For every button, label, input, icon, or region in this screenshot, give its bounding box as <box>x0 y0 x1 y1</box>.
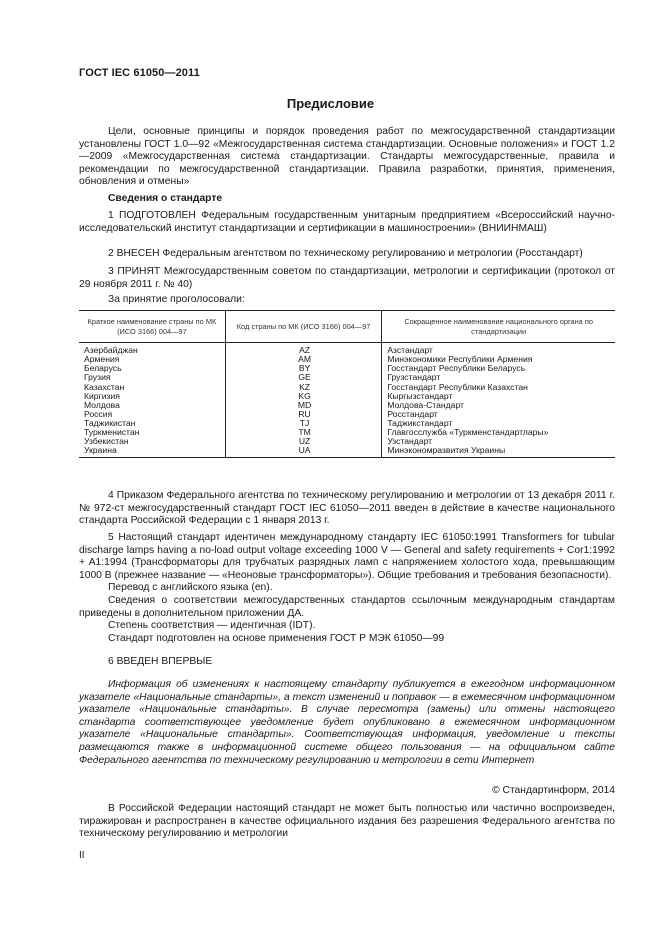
item-4: 4 Приказом Федерального агентства по техническому регулированию и метрологии от 13 декабря 2011 г. № 972-ст межгосударственный стандарт ГОСТ IEC 61050—2011 введен в действие в качестве национального стандарта Российской Федерации с 1 января 2013 г. <box>79 490 615 527</box>
voted-block <box>79 294 615 307</box>
item-5: 5 Настоящий стандарт идентичен международному стандарту IEC 61050:1991 Transformers for tubular discharge lamps having a no-load output voltage exceeding 1000 V — General and safety requirements + Cor1:1992 + A1:1994 (Трансформаторы для трубчатых разрядных ламп с напряжением холостого хода, превышающим 1000 В (прежнее название — «Неоновые трансформаторы»). Общие требования и требования безопасности). <box>79 532 615 581</box>
table-row <box>79 383 615 392</box>
body-cell: Молдова-Стандарт <box>382 401 615 410</box>
intro-paragraph <box>79 126 615 189</box>
intro-text: Цели, основные принципы и порядок проведения работ по межгосударственной стандартизации установлены ГОСТ 1.0—92 «Межгосударственная система стандартизации. Основные положения» и ГОСТ 1.2—2009 «Межгосударственная система стандартизации. Стандарты межгосударственные, правила и рекомендации по межгосударственной стандартизации. Правила разработки, принятия, применения, обновления и отмены» <box>79 126 615 188</box>
body-cell: Азстандарт <box>382 343 615 356</box>
body-cell: Таджикстандарт <box>382 419 615 428</box>
body-cell: Кыргызстандарт <box>382 392 615 401</box>
code-cell: TM <box>225 428 382 437</box>
body-cell: Грузстандарт <box>382 373 615 382</box>
body-cell: Минэкономразвития Украины <box>382 446 615 458</box>
copyright-line: © Стандартинформ, 2014 <box>492 785 615 796</box>
code-cell: RU <box>225 410 382 419</box>
column-header-country: Краткое наименование страны по МК (ИСО 3166) 004—97 <box>79 311 225 343</box>
item-1: 1 ПОДГОТОВЛЕН Федеральным государственным унитарным предприятием «Всероссийский научно-исследовательский институт стандартизации и сертификации в машиностроении» (ВНИИНМАШ) <box>79 210 615 234</box>
country-cell: Казахстан <box>84 381 125 392</box>
body-cell: Узстандарт <box>382 437 615 446</box>
subheading-block <box>79 193 615 206</box>
item-6: 6 ВВЕДЕН ВПЕРВЫЕ <box>108 656 213 667</box>
code-cell: MD <box>225 401 382 410</box>
table-header-row <box>79 311 615 343</box>
table-row <box>79 343 615 356</box>
notice-block <box>79 679 615 767</box>
table-row <box>79 373 615 382</box>
item-1-block <box>79 210 615 235</box>
table-row <box>79 410 615 419</box>
item-2-block <box>79 248 615 261</box>
body-cell: Минэкономики Республики Армения <box>382 355 615 364</box>
country-cell: Россия <box>84 408 113 419</box>
table-row <box>79 401 615 410</box>
country-cell: Грузия <box>84 372 111 383</box>
body-cell: Госстандарт Республики Беларусь <box>382 364 615 373</box>
table-row <box>79 428 615 437</box>
item-6-block <box>79 656 615 669</box>
code-cell: UZ <box>225 437 382 446</box>
code-cell: AM <box>225 355 382 364</box>
table-row <box>79 392 615 401</box>
rights-block <box>79 803 615 841</box>
code-cell: BY <box>225 364 382 373</box>
item-5-degree: Степень соответствия — идентичная (IDT). <box>108 620 316 632</box>
voting-states-table <box>79 310 615 458</box>
column-header-code: Код страны по МК (ИСО 3166) 004—97 <box>225 311 382 343</box>
item-5-block <box>79 532 615 645</box>
country-cell: Киргизия <box>84 390 120 401</box>
table-row <box>79 364 615 373</box>
body-cell: Главгосслужба «Туркменстандартлары» <box>382 428 615 437</box>
column-header-body: Сокращенное наименование национального органа по стандартизации <box>382 311 615 343</box>
section-subheading: Сведения о стандарте <box>108 193 223 204</box>
code-cell: TJ <box>225 419 382 428</box>
item-4-block <box>79 490 615 528</box>
page-title: Предисловие <box>286 96 375 111</box>
item-3-block <box>79 266 615 291</box>
country-cell: Азербайджан <box>84 345 138 356</box>
document-header: ГОСТ IEC 61050—2011 <box>79 67 200 79</box>
code-cell: KG <box>225 392 382 401</box>
country-cell: Украина <box>79 446 225 458</box>
notice-text: Информация об изменениях к настоящему стандарту публикуется в ежегодном информационном указателе «Национальные стандарты», а текст изменений и поправок — в ежемесячном информационном указателе «Национальные стандарты». В случае пересмотра (замены) или отмены настоящего стандарта соответствующее уведомление будет опубликовано в ежемесячном информационном указателе «Национальные стандарты». Соответствующая информация, уведомление и тексты размещаются также в информационной системе общего пользования — на официальном сайте Федерального агентства по техническому регулированию и метрологии в сети Интернет <box>79 679 615 766</box>
country-cell: Туркменистан <box>84 427 140 438</box>
page-number: II <box>79 850 85 861</box>
rights-text: В Российской Федерации настоящий стандарт не может быть полностью или частично воспроизведен, тиражирован и распространен в качестве официального издания без разрешения Федерального агентства по техническому регулированию и метрологии <box>79 803 615 840</box>
country-cell: Узбекистан <box>84 436 129 447</box>
item-3: 3 ПРИНЯТ Межгосударственным советом по стандартизации, метрологии и сертификации (протокол от 29 ноября 2011 г. № 40) <box>79 266 615 290</box>
item-5-info: Сведения о соответствии межгосударственных стандартов ссылочным международным стандартам приведены в дополнительном приложении ДА. <box>79 594 615 619</box>
body-cell: Госстандарт Республики Казахстан <box>382 383 615 392</box>
body-cell: Росстандарт <box>382 410 615 419</box>
country-cell: Армения <box>84 354 120 365</box>
item-5-language: Перевод с английского языка (en). <box>108 582 273 594</box>
code-cell: UA <box>225 446 382 458</box>
code-cell: GE <box>225 373 382 382</box>
voted-label: За принятие проголосовали: <box>108 294 245 305</box>
country-cell: Молдова <box>84 399 120 410</box>
item-2: 2 ВНЕСЕН Федеральным агентством по техническому регулированию и метрологии (Росстандарт) <box>108 248 583 259</box>
code-cell: AZ <box>225 343 382 356</box>
table-row <box>79 437 615 446</box>
code-cell: KZ <box>225 383 382 392</box>
table-row <box>79 355 615 364</box>
country-cell: Беларусь <box>84 363 122 374</box>
country-cell: Таджикистан <box>84 417 136 428</box>
item-5-base: Стандарт подготовлен на основе применения ГОСТ Р МЭК 61050—99 <box>108 632 445 644</box>
table-row <box>79 446 615 458</box>
